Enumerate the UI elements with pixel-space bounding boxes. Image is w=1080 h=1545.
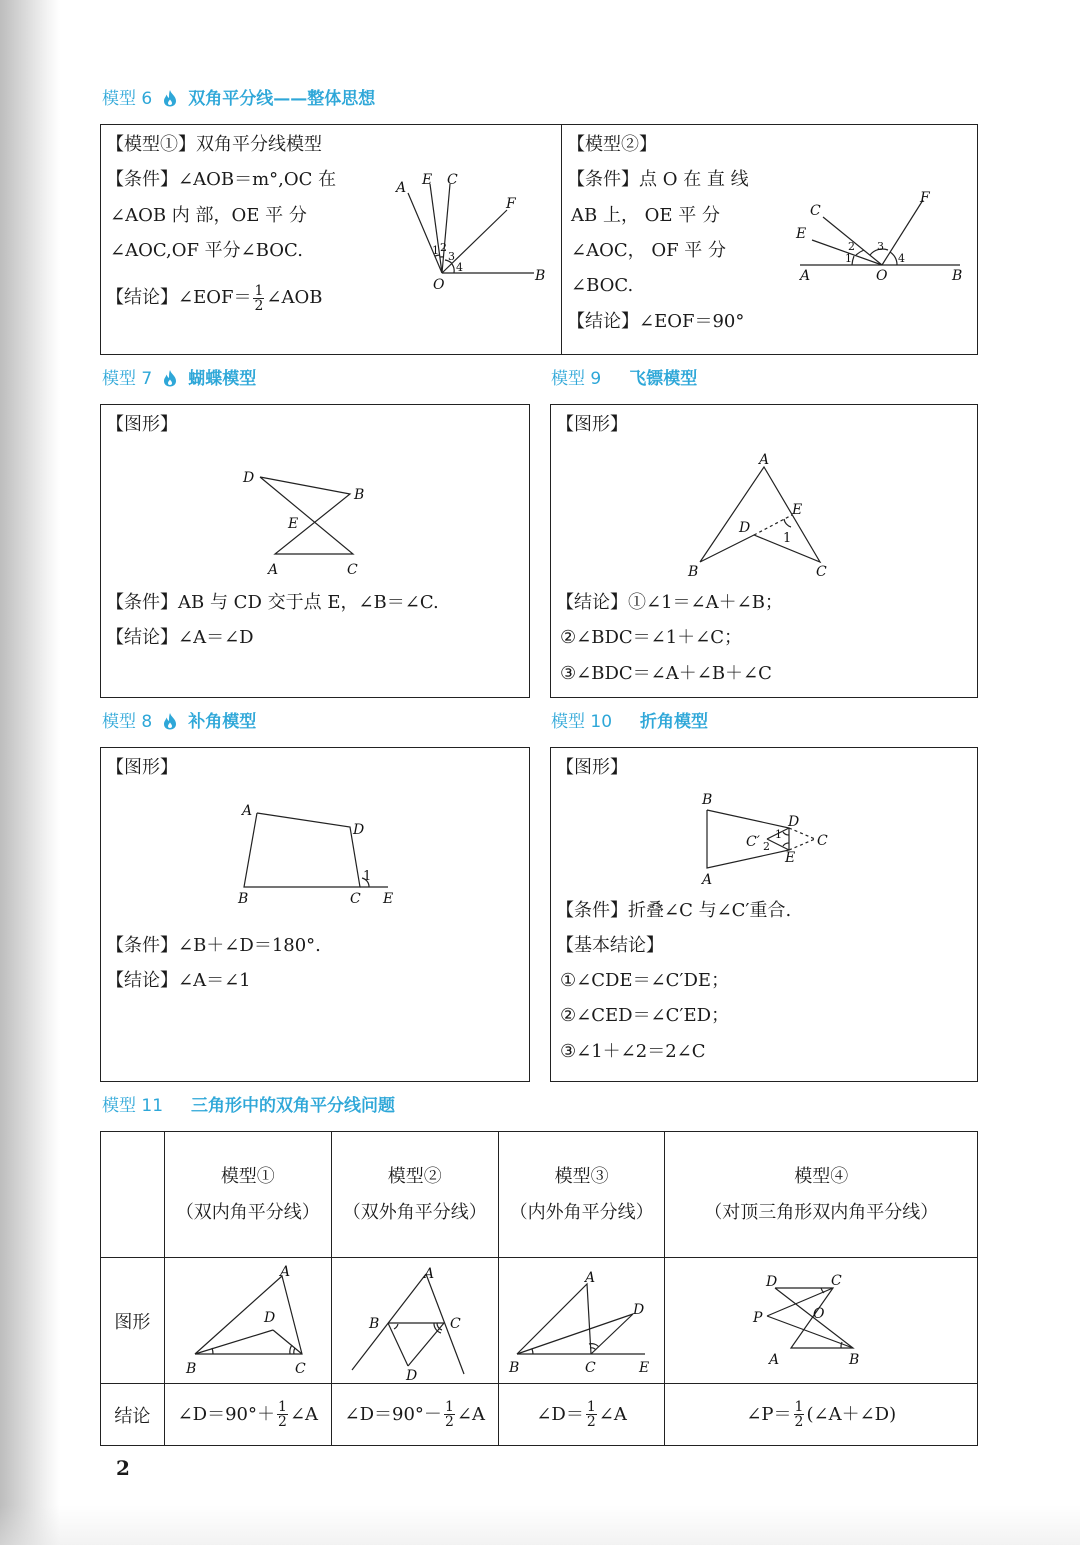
model9-conclusion-3: ③∠BDC＝∠A＋∠B＋∠C (560, 663, 772, 684)
fraction-numerator: 1 (794, 1399, 804, 1416)
arc-2 (856, 250, 864, 255)
model10-conclusion-2: ②∠CED＝∠C′ED； (560, 1005, 730, 1026)
conclusion-lhs: ∠D＝ (536, 1403, 584, 1425)
conclusion-lhs: ∠D＝90°－ (344, 1403, 442, 1425)
model9-figure-tag: 【图形】 (556, 414, 628, 435)
table-figure-row (101, 1258, 978, 1384)
model10-figure-tag: 【图形】 (556, 757, 628, 778)
condition-text: ∠AOB＝m°,OC 在 (178, 169, 337, 190)
label-B: B (688, 564, 699, 580)
label-A: A (769, 1352, 780, 1368)
label-B: B (508, 1360, 519, 1376)
model9-conclusion-2: ②∠BDC＝∠1＋∠C； (560, 627, 743, 648)
label-C: C (294, 1361, 306, 1377)
label-C: C (831, 1273, 843, 1289)
table-header-cell-3 (498, 1132, 665, 1258)
figure-cell-3 (498, 1258, 665, 1384)
fraction (444, 1400, 455, 1429)
conclusion-tag: 【结论】 (106, 287, 178, 308)
conclusion-cell-1 (164, 1384, 331, 1446)
model6-right-condition-2: AB 上， OE 平 分 (571, 205, 721, 226)
label-A: A (279, 1264, 290, 1280)
model6-right-title: 【模型②】 (567, 134, 657, 155)
model11-figure-2 (342, 1262, 490, 1384)
label-2: 2 (763, 840, 770, 853)
page-number: 2 (116, 1456, 130, 1480)
model8-number: 模型 8 (102, 712, 153, 732)
arc-2 (783, 843, 789, 846)
label-1: 1 (775, 828, 782, 841)
label-A: A (268, 562, 279, 578)
figure-cell-4 (665, 1258, 978, 1384)
flame-icon (162, 369, 178, 387)
model11-figure-3 (505, 1266, 663, 1376)
label-2: 2 (440, 241, 447, 254)
model9-figure (680, 450, 840, 580)
fraction-numerator: 1 (444, 1399, 454, 1416)
model6-right-condition-4: ∠BOC. (571, 275, 634, 296)
conclusion-lhs: ∠EOF＝ (178, 287, 252, 308)
label-E: E (792, 502, 803, 518)
model6-right-condition-1 (567, 162, 749, 197)
label-E: E (288, 516, 299, 532)
model8-condition: 【条件】∠B＋∠D＝180°. (106, 935, 321, 956)
conclusion-lhs: ∠D＝90°＋ (177, 1403, 276, 1425)
arc-C1 (290, 1345, 292, 1354)
label-O: O (433, 277, 445, 293)
dashed-EC (789, 839, 815, 850)
label-O: O (813, 1306, 825, 1322)
fraction (794, 1400, 805, 1429)
header-sub: （双内角平分线） (175, 1201, 320, 1223)
label-C: C (817, 833, 828, 849)
arc-B (394, 1324, 398, 1329)
figure-cell-1 (164, 1258, 331, 1384)
label-2: 2 (848, 240, 855, 253)
condition-tag: 【条件】 (567, 169, 639, 190)
label-C-prime: C′ (746, 834, 760, 850)
arc-B (532, 1349, 533, 1354)
conclusion-rhs: ∠AOB (266, 287, 323, 308)
label-A: A (759, 452, 770, 468)
conclusion-cell-3 (498, 1384, 665, 1446)
model7-conclusion: 【结论】∠A＝∠D (106, 627, 254, 648)
conclusion-rhs: (∠A＋∠D) (806, 1403, 897, 1425)
label-A: A (423, 1266, 434, 1282)
arc-1 (784, 519, 791, 527)
label-A: A (702, 872, 713, 888)
label-F: F (920, 190, 930, 206)
condition-tag: 【条件】 (106, 169, 178, 190)
label-C: C (816, 564, 827, 580)
fraction-denominator: 2 (254, 297, 264, 314)
model11-figure-4 (753, 1266, 893, 1376)
label-C: C (449, 1316, 461, 1332)
table-conclusion-row (101, 1384, 978, 1446)
triangle-sides (517, 1284, 591, 1354)
label-D: D (405, 1368, 418, 1384)
bisector-CD (273, 1330, 302, 1354)
model10-title: 折角模型 (640, 712, 709, 732)
label-C: C (810, 203, 821, 219)
model6-left-condition-3: ∠AOC,OF 平分∠BOC. (110, 240, 303, 261)
arc-1 (783, 832, 789, 835)
label-C: C (347, 562, 358, 578)
figure-cell-2 (331, 1258, 498, 1384)
header-sub: （双外角平分线） (342, 1201, 487, 1223)
header-name: 模型③ (554, 1165, 609, 1187)
conclusion-cell-2 (331, 1384, 498, 1446)
fraction-denominator: 2 (278, 1414, 287, 1431)
model11-figure-1 (177, 1264, 322, 1376)
model8-figure-tag: 【图形】 (106, 757, 178, 778)
side-AB-extended (352, 1274, 426, 1370)
label-D: D (353, 822, 365, 838)
model6-left-condition-1 (106, 162, 336, 197)
arc-1 (852, 256, 854, 265)
arc-4 (452, 264, 454, 273)
label-E: E (422, 172, 433, 188)
label-1: 1 (783, 531, 792, 546)
label-3: 3 (877, 240, 884, 253)
model6-left-condition-2: ∠AOB 内 部，OE 平 分 (110, 205, 307, 226)
label-A: A (396, 180, 407, 196)
fraction-numerator: 1 (278, 1399, 287, 1416)
label-F: F (506, 196, 516, 212)
label-C: C (350, 891, 361, 907)
fraction-numerator: 1 (254, 282, 264, 299)
ray-OF (442, 210, 507, 273)
model6-right-condition-3: ∠AOC， OF 平 分 (571, 240, 727, 261)
label-A: A (584, 1270, 595, 1286)
model6-right-figure (790, 180, 970, 290)
model6-left-figure (380, 160, 560, 295)
model10-conclusion-1: ①∠CDE＝∠C′DE； (560, 970, 730, 991)
arc-B (841, 1342, 842, 1348)
label-E: E (638, 1360, 649, 1376)
label-4: 4 (898, 252, 905, 265)
label-A: A (242, 803, 253, 819)
flame-icon (162, 712, 178, 730)
model9-heading (551, 367, 697, 391)
conclusion-cell-4 (665, 1384, 978, 1446)
label-3: 3 (448, 250, 455, 263)
model7-title: 蝴蝶模型 (188, 369, 257, 389)
label-C: C (584, 1360, 596, 1376)
model9-title: 飞镖模型 (629, 369, 698, 389)
label-P: P (753, 1310, 763, 1326)
label-B: B (535, 268, 546, 284)
label-1: 1 (363, 869, 372, 884)
label-B: B (185, 1361, 197, 1377)
conclusion-lhs: ∠P＝ (746, 1403, 792, 1425)
model10-heading (551, 710, 708, 734)
model7-figure-tag: 【图形】 (106, 414, 178, 435)
model8-heading (102, 710, 256, 734)
bisector-CD (591, 1314, 633, 1354)
header-name: 模型① (220, 1165, 275, 1187)
fraction (253, 284, 264, 313)
label-1: 1 (845, 252, 852, 265)
conclusion-rhs: ∠A (598, 1403, 627, 1425)
model6-right-conclusion: 【结论】∠EOF＝90° (567, 311, 745, 332)
fraction-denominator: 2 (794, 1414, 804, 1431)
model10-conclusion-3: ③∠1＋∠2＝2∠C (560, 1041, 706, 1062)
model7-condition: 【条件】AB 与 CD 交于点 E，∠B＝∠C. (106, 592, 439, 613)
header-sub: （内外角平分线） (509, 1201, 654, 1223)
fraction-denominator: 2 (444, 1414, 454, 1431)
label-O: O (876, 268, 888, 284)
label-D: D (739, 520, 751, 536)
model6-left-conclusion (106, 280, 322, 315)
label-D: D (263, 1310, 276, 1326)
row-label-figure: 图形 (101, 1258, 165, 1384)
model6-title: 双角平分线——整体思想 (188, 89, 376, 109)
table-header-cell-4 (665, 1132, 978, 1258)
arc-B (212, 1348, 213, 1354)
triangle-ABC (195, 1276, 302, 1354)
arc-4 (890, 252, 897, 265)
row-label-conclusion: 结论 (101, 1384, 165, 1446)
bisector-BD (195, 1330, 273, 1354)
label-D: D (243, 470, 255, 486)
model9-number: 模型 9 (551, 369, 602, 389)
fraction (277, 1400, 288, 1429)
label-B: B (354, 487, 365, 503)
header-name: 模型② (387, 1165, 442, 1187)
label-1: 1 (432, 244, 439, 257)
bisector-BD (388, 1323, 408, 1366)
label-E: E (785, 850, 796, 866)
quadrilateral (244, 813, 360, 887)
model11-number: 模型 11 (102, 1096, 164, 1116)
label-B: B (849, 1352, 860, 1368)
page-bottom-shadow (0, 1505, 1080, 1545)
label-D: D (788, 814, 800, 830)
model7-figure (235, 462, 375, 582)
model10-figure (695, 788, 845, 893)
conclusion-rhs: ∠A (289, 1403, 319, 1425)
model8-conclusion: 【结论】∠A＝∠1 (106, 970, 251, 991)
model11-title: 三角形中的双角平分线问题 (191, 1096, 396, 1116)
model10-condition: 【条件】折叠∠C 与∠C′重合. (556, 900, 792, 921)
table-header-row (101, 1132, 978, 1258)
model8-figure (230, 795, 410, 910)
label-B: B (702, 792, 713, 808)
model8-title: 补角模型 (188, 712, 257, 732)
fraction-denominator: 2 (586, 1414, 596, 1431)
page-binding-shadow (0, 0, 60, 1545)
label-B: B (238, 891, 249, 907)
fraction-numerator: 1 (586, 1399, 596, 1416)
fraction (586, 1400, 597, 1429)
flame-icon (162, 89, 178, 107)
table-header-cell-2 (331, 1132, 498, 1258)
label-D: D (766, 1274, 778, 1290)
label-E: E (383, 891, 394, 907)
header-sub: （对顶三角形双内角平分线） (704, 1201, 939, 1223)
table-corner-cell (101, 1132, 165, 1258)
condition-text: 点 O 在 直 线 (639, 169, 749, 190)
arc-C2 (294, 1348, 295, 1354)
model7-heading (102, 367, 256, 391)
model6-divider (561, 124, 562, 355)
bisector-BD (517, 1314, 633, 1354)
label-B: B (952, 268, 963, 284)
label-C: C (447, 172, 458, 188)
model11-heading (102, 1094, 395, 1118)
butterfly-lines (260, 477, 353, 554)
model11-table (100, 1131, 978, 1446)
bisector-CD (408, 1323, 444, 1366)
label-D: D (632, 1302, 644, 1318)
label-E: E (796, 226, 807, 242)
model10-basic-tag: 【基本结论】 (556, 935, 664, 956)
model6-heading (102, 87, 375, 111)
label-4: 4 (456, 261, 463, 274)
model6-left-title: 【模型①】双角平分线模型 (106, 134, 322, 155)
label-B: B (368, 1316, 380, 1332)
model7-number: 模型 7 (102, 369, 153, 389)
conclusion-rhs: ∠A (456, 1403, 485, 1425)
table-header-cell-1 (164, 1132, 331, 1258)
model6-number: 模型 6 (102, 89, 153, 109)
label-A: A (800, 268, 811, 284)
model10-number: 模型 10 (551, 712, 613, 732)
header-name: 模型④ (794, 1165, 849, 1187)
model9-conclusion-1: 【结论】①∠1＝∠A＋∠B； (556, 592, 783, 613)
